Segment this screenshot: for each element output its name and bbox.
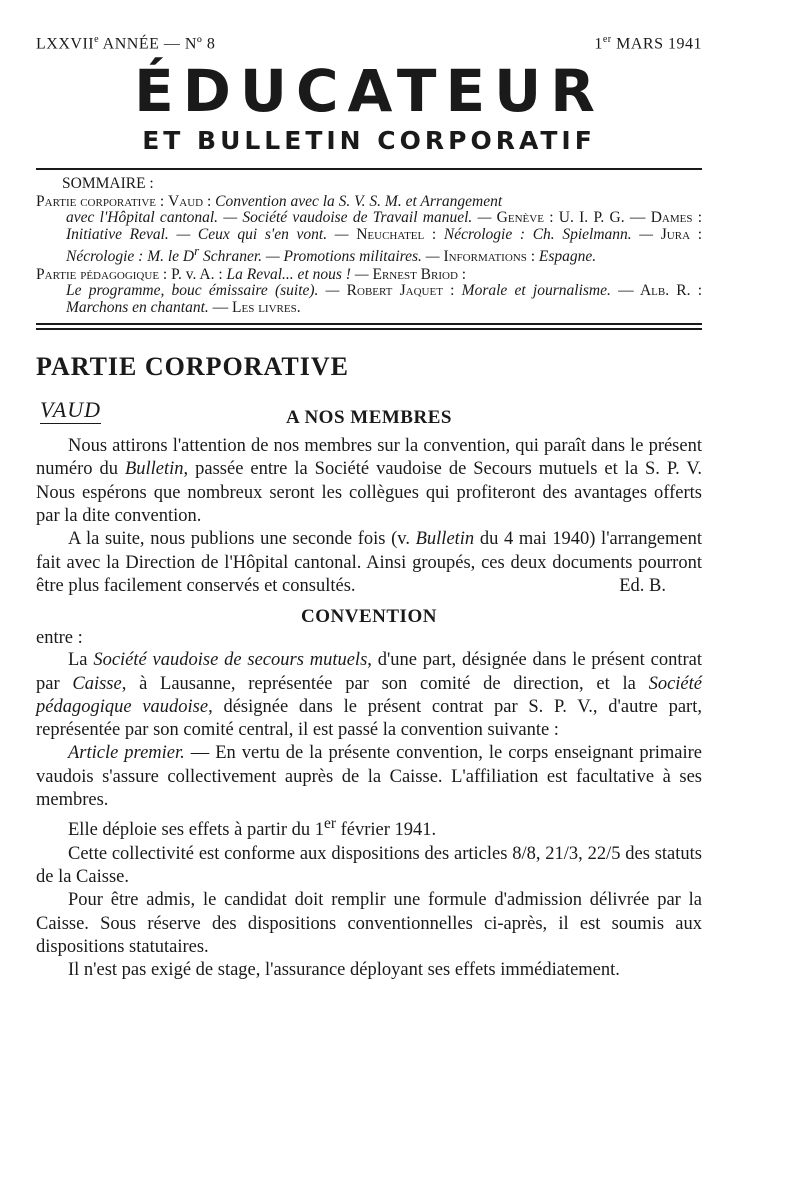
article-paragraph: Nous attirons l'attention de nos membres sur la convention, qui paraît dans le présent numéro du Bulletin, passée entre la Société vaudoise de Secours mutuels et la S. P. V. Nous espérons que nombreux seront les collègues qui profiteront des avantages offerts par la dite convention. bbox=[36, 436, 702, 527]
table-of-contents bbox=[36, 176, 702, 316]
signature: Ed. B. bbox=[619, 575, 666, 596]
convention-paragraph: La Société vaudoise de secours mutuels, d'une part, désignée dans le présent contrat par Caisse, à Lausanne, représentée par son comité de direction, et la Société pédagogique vaudoise, désignée dans le présent contrat par S. P. V., d'autre part, représentée par son comité central, il est passé la convention suivante : bbox=[36, 650, 702, 741]
summary-pedagogique: Partie pédagogique : P. v. A. : La Reval... et nous ! — Ernest Briod : Le programme, bouc émissaire (suite). — Robert Jaquet : Morale et journalisme. — Alb. R. : Marchons en chantant. — Les livres. bbox=[36, 265, 703, 316]
summary-corporative: Partie corporative : Vaud : Convention avec la S. V. S. M. et Arrangement avec l'Hôpital cantonal. — Société vaudoise de Travail manuel. — Genève : U. I. P. G. — Dames : Initiative Reval. — Ceux qui s'en vont. — Neuchatel : Nécrologie : Ch. Spielmann. — Jura : Nécrologie : M. le $D^r$ Schraner. — Promotions militaires. — Informations : Espagne. bbox=[36, 192, 703, 266]
convention-paragraph: Cette collectivité est conforme aux dispositions des articles 8/8, 21/3, 22/5 des statuts de la Caisse. bbox=[36, 843, 702, 888]
convention-paragraph: Il n'est pas exigé de stage, l'assurance déployant ses effets immédiatement. bbox=[68, 960, 620, 981]
journal-title: ÉDUCATEUR bbox=[134, 57, 604, 125]
page bbox=[36, 34, 702, 983]
journal-subtitle: ET BULLETIN CORPORATIF bbox=[142, 126, 596, 155]
issue-number: LXXVIIe ANNÉE — Nº 8 bbox=[36, 34, 216, 53]
double-rule bbox=[36, 323, 702, 330]
convention-paragraph: Elle déploie ses effets à partir du 1er février 1941. bbox=[68, 815, 437, 841]
convention-paragraph: Pour être admis, le candidat doit remplir une formule d'admission délivrée par la Caisse. Sous réserve des dispositions conventionnelles ci-après, il est soumis aux dispositions statutaires. bbox=[36, 890, 702, 957]
article-paragraph: A la suite, nous publions une seconde fois (v. Bulletin du 4 mai 1940) l'arrangement fait avec la Direction de l'Hôpital cantonal. Ainsi groupés, ces deux documents pourront être plus facilement conservés et consultés. Ed. B. bbox=[36, 528, 702, 598]
convention-paragraph: Article premier. — En vertu de la présente convention, le corps enseignant primaire vaudois s'assure collectivement auprès de la Caisse. L'affiliation est facultative à ses membres. bbox=[36, 743, 702, 811]
top-rule bbox=[36, 168, 702, 170]
issue-date: 1er MARS 1941 bbox=[594, 34, 702, 53]
convention-body bbox=[36, 649, 702, 982]
convention-heading: CONVENTION bbox=[301, 606, 437, 628]
summary-label: SOMMAIRE : bbox=[62, 175, 154, 192]
region-label: VAUD bbox=[40, 397, 102, 423]
convention-entre: entre : bbox=[36, 628, 83, 649]
article-members bbox=[36, 435, 702, 598]
article-heading: A NOS MEMBRES bbox=[286, 407, 452, 429]
section-title: PARTIE CORPORATIVE bbox=[36, 352, 349, 382]
masthead-line bbox=[36, 34, 702, 56]
region-row bbox=[36, 397, 702, 429]
